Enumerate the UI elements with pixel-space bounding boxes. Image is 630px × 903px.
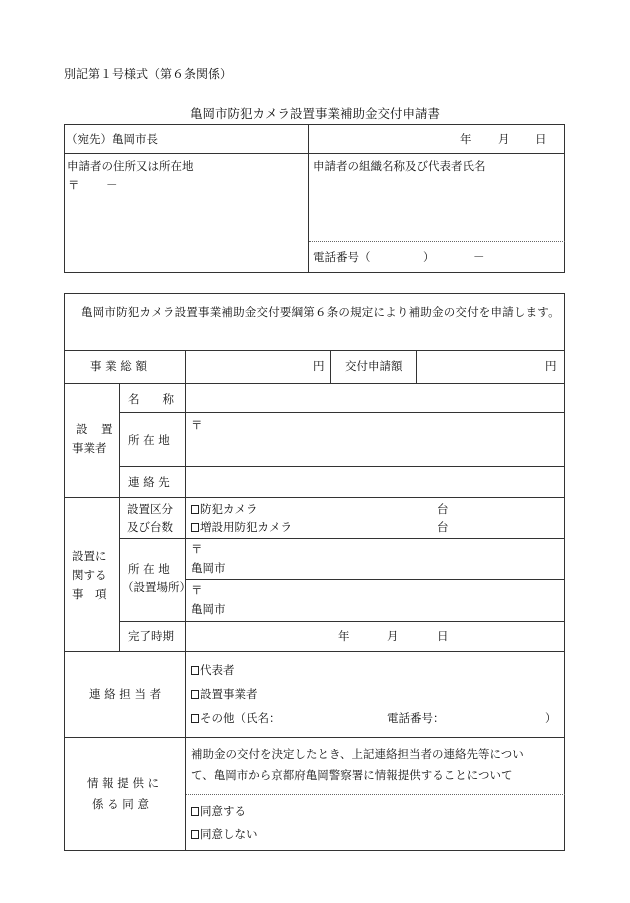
- install-location-1-postal: 〒: [191, 542, 203, 556]
- applicant-phone-paren: ）: [423, 250, 435, 264]
- contact-option-other[interactable]: [191, 711, 281, 725]
- applicant-phone-label: 電話番号（: [313, 250, 371, 264]
- completion-day: 日: [437, 629, 449, 643]
- consent-description-2: て、亀岡市から京都府亀岡警察署に情報提供することについて: [191, 768, 513, 782]
- row-line: [185, 579, 565, 580]
- install-group-label-2: 関する: [72, 568, 107, 582]
- col-line: [416, 350, 417, 383]
- row-line: [119, 412, 565, 413]
- group-column-line: [119, 383, 120, 651]
- contact-other-phone-label: 電話番号：: [387, 711, 445, 725]
- consent-disagree-label: 同意しない: [200, 827, 258, 841]
- consent-agree-option[interactable]: [191, 804, 246, 818]
- option-additional-checkbox[interactable]: [191, 523, 199, 532]
- option-camera[interactable]: [191, 502, 258, 516]
- applicant-org-label: 申請者の組織名称及び代表者氏名: [313, 159, 486, 173]
- col-line: [330, 350, 331, 383]
- completion-label: 完了時期: [128, 629, 174, 643]
- option-additional-label: 増設用防犯カメラ: [200, 520, 292, 534]
- total-cost-label: 事 業 総 額: [90, 359, 147, 373]
- page-title: 亀岡市防犯カメラ設置事業補助金交付申請書: [189, 106, 440, 121]
- installer-name-label: 名 称: [128, 392, 174, 406]
- install-location-label-2: （設置場所）: [122, 580, 191, 594]
- consent-label-1: 情 報 提 供 に: [87, 776, 160, 790]
- consent-disagree-option[interactable]: [191, 827, 258, 841]
- contact-rep-checkbox[interactable]: [191, 666, 199, 675]
- install-group-label-3: 事 項: [72, 587, 107, 601]
- applicant-phone-dash: －: [473, 250, 485, 264]
- contact-other-close-paren: ）: [545, 711, 557, 725]
- applicant-address-label: 申請者の住所又は所在地: [67, 159, 194, 173]
- option-camera-unit: 台: [437, 502, 449, 516]
- row-line: [64, 651, 565, 652]
- option-additional-camera[interactable]: [191, 520, 292, 534]
- installer-postal-mark: 〒: [191, 418, 203, 432]
- application-statement: 亀岡市防犯カメラ設置事業補助金交付要綱第６条の規定により補助金の交付を申請します。: [81, 305, 560, 319]
- installer-group-label-1: 設 置: [76, 422, 114, 436]
- install-group-label-1: 設置に: [72, 549, 107, 563]
- applicant-table-row-divider: [64, 153, 565, 154]
- option-additional-unit: 台: [437, 520, 449, 534]
- contact-option-installer[interactable]: [191, 687, 258, 701]
- consent-agree-checkbox[interactable]: [191, 807, 199, 816]
- completion-year: 年: [338, 629, 350, 643]
- installer-group-label-2: 事業者: [72, 441, 107, 455]
- row-line: [64, 350, 565, 351]
- install-location-2-city: 亀岡市: [191, 602, 226, 616]
- installer-contact-label: 連 絡 先: [128, 475, 170, 489]
- install-location-1-city: 亀岡市: [191, 561, 226, 575]
- row-line: [119, 466, 565, 467]
- consent-label-2: 係 る 同 意: [92, 797, 149, 811]
- form-number: 別記第１号様式（第６条関係）: [64, 67, 233, 81]
- row-line: [64, 737, 565, 738]
- row-line: [119, 538, 565, 539]
- label-column-line: [185, 350, 186, 851]
- completion-month: 月: [387, 629, 399, 643]
- option-camera-label: 防犯カメラ: [200, 502, 258, 516]
- contact-other-checkbox[interactable]: [191, 714, 199, 723]
- install-location-label-1: 所 在 地: [128, 562, 170, 576]
- contact-other-label: その他（氏名：: [200, 711, 281, 725]
- consent-agree-label: 同意する: [200, 804, 246, 818]
- contact-rep-label: 代表者: [200, 663, 235, 677]
- install-category-label-1: 設置区分: [127, 502, 173, 516]
- date-day-label: 日: [535, 132, 547, 146]
- applicant-table-divider: [308, 124, 309, 273]
- install-category-label-2: 及び台数: [127, 520, 173, 534]
- date-month-label: 月: [498, 132, 510, 146]
- total-cost-yen: 円: [313, 359, 325, 373]
- applicant-postal-mark: 〒: [68, 178, 80, 192]
- date-year-label: 年: [460, 132, 472, 146]
- row-line: [64, 383, 565, 384]
- row-line: [64, 497, 565, 498]
- consent-disagree-checkbox[interactable]: [191, 830, 199, 839]
- option-camera-checkbox[interactable]: [191, 505, 199, 514]
- phone-row-divider: [309, 241, 565, 242]
- applicant-postal-dash: －: [106, 178, 118, 192]
- consent-divider: [186, 794, 565, 795]
- installer-address-label: 所 在 地: [128, 433, 170, 447]
- addressee: （宛先）亀岡市長: [66, 132, 158, 146]
- grant-amount-label: 交付申請額: [345, 359, 403, 373]
- contact-installer-checkbox[interactable]: [191, 690, 199, 699]
- contact-installer-label: 設置事業者: [200, 687, 258, 701]
- contact-person-label: 連 絡 担 当 者: [89, 687, 162, 701]
- consent-description-1: 補助金の交付を決定したとき、上記連絡担当者の連絡先等につい: [191, 747, 524, 761]
- row-line: [119, 621, 565, 622]
- contact-option-rep[interactable]: [191, 663, 235, 677]
- install-location-2-postal: 〒: [191, 583, 203, 597]
- grant-amount-yen: 円: [545, 359, 557, 373]
